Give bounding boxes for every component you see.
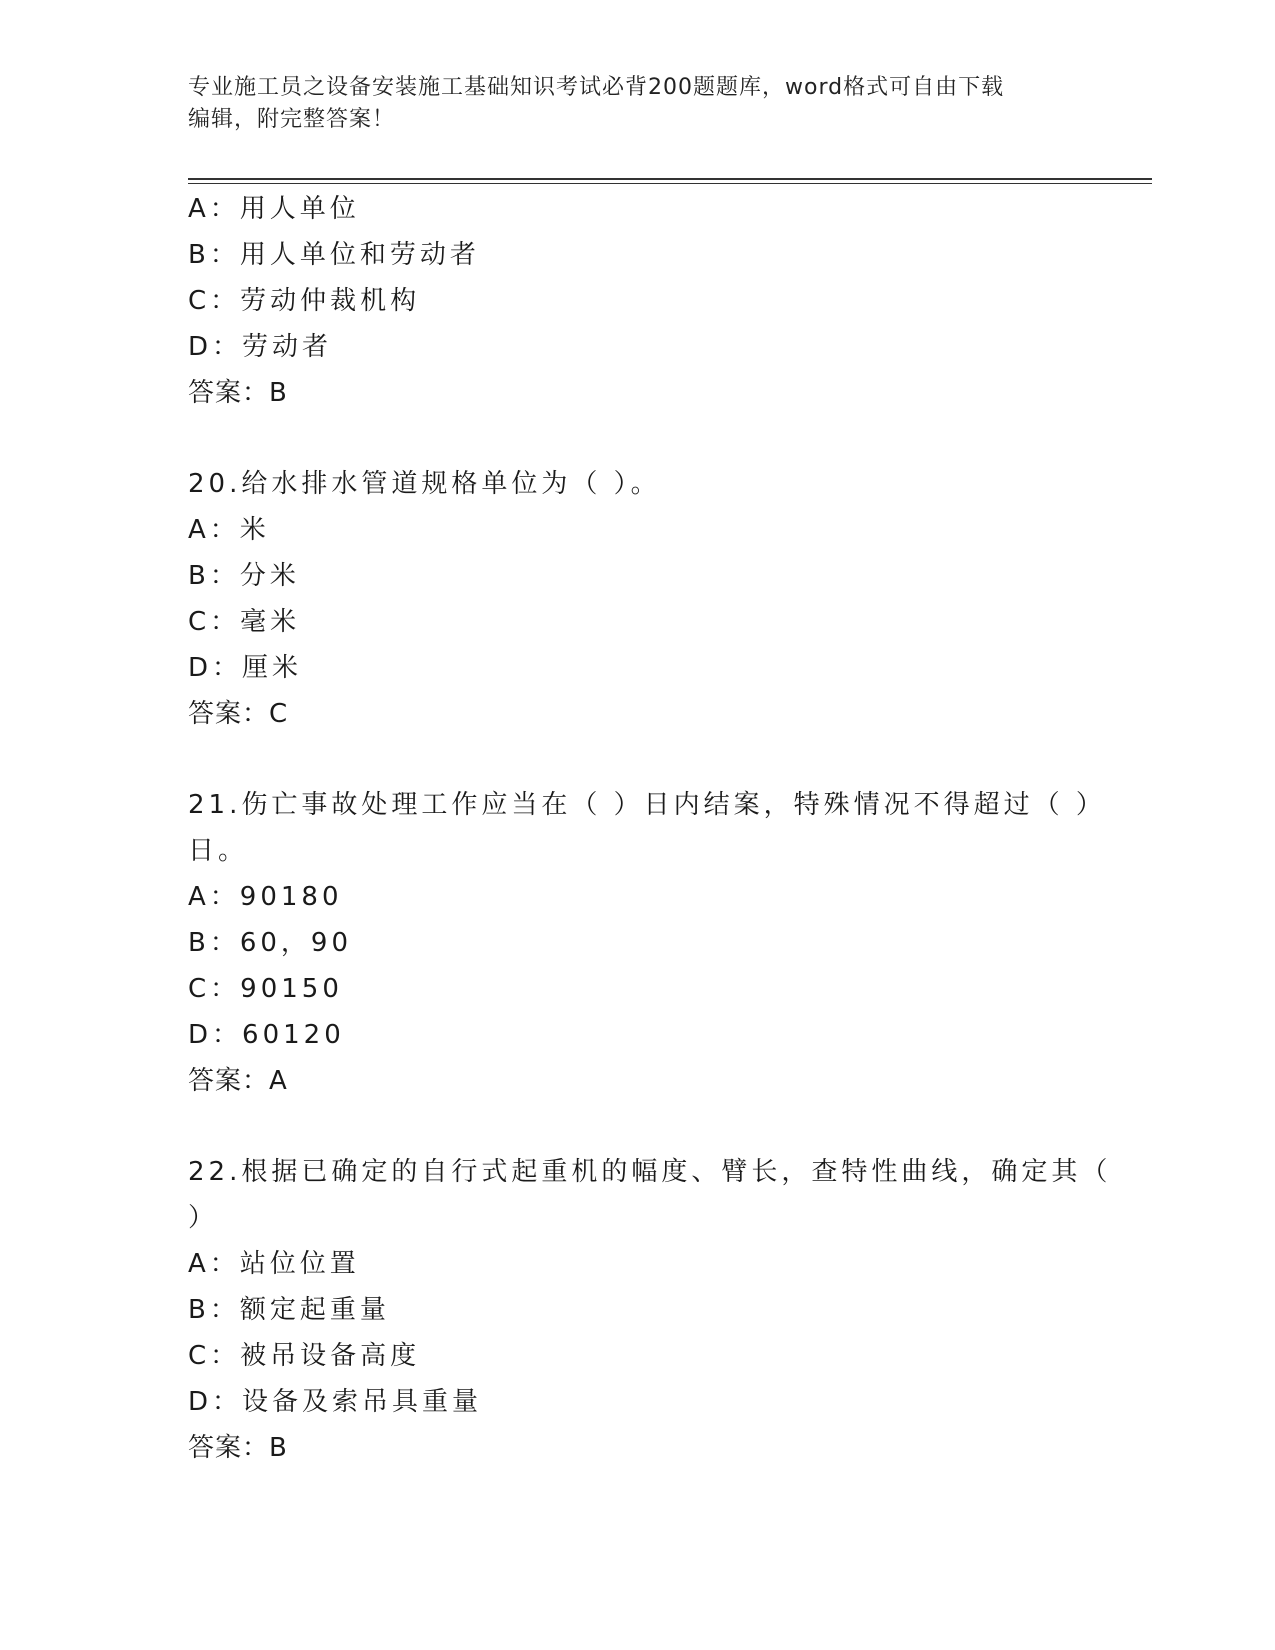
header-divider-thin bbox=[188, 183, 1152, 184]
question-title: 20.给水排水管道规格单位为（ ）。 bbox=[188, 469, 661, 499]
option-d: D：60120 bbox=[188, 1020, 345, 1050]
header-divider-thick bbox=[188, 178, 1152, 180]
option-a: A：站位位置 bbox=[188, 1249, 360, 1279]
answer-text: 答案：A bbox=[188, 1066, 288, 1096]
document-header bbox=[188, 72, 1068, 136]
option-c: C：劳动仲裁机构 bbox=[188, 286, 421, 316]
question-list bbox=[188, 186, 1112, 1471]
answer-text: 答案：B bbox=[188, 1433, 288, 1463]
answer-text: 答案：B bbox=[188, 378, 288, 408]
option-d: D：劳动者 bbox=[188, 332, 333, 362]
option-d: D：设备及索吊具重量 bbox=[188, 1387, 483, 1417]
option-c: C：90150 bbox=[188, 974, 343, 1004]
question-21-block bbox=[188, 782, 1106, 1104]
option-b: B：60，90 bbox=[188, 928, 353, 958]
question-19-block bbox=[188, 186, 1088, 416]
option-a: A：米 bbox=[188, 515, 270, 545]
question-title: 21.伤亡事故处理工作应当在（ ）日内结案，特殊情况不得超过（ ） bbox=[188, 790, 1106, 820]
header-line-1: 专业施工员之设备安装施工基础知识考试必背200题题库，word格式可自由下载 bbox=[188, 75, 1005, 100]
option-d: D：厘米 bbox=[188, 653, 303, 683]
option-b: B：用人单位和劳动者 bbox=[188, 240, 480, 270]
option-a: A：90180 bbox=[188, 882, 343, 912]
question-title-continued: ） bbox=[188, 1203, 219, 1233]
option-c: C：毫米 bbox=[188, 607, 301, 637]
option-a: A：用人单位 bbox=[188, 194, 360, 224]
option-c: C：被吊设备高度 bbox=[188, 1341, 421, 1371]
question-title-continued: 日。 bbox=[188, 836, 249, 866]
question-20-block bbox=[188, 461, 1088, 737]
option-b: B：分米 bbox=[188, 561, 300, 591]
option-b: B：额定起重量 bbox=[188, 1295, 390, 1325]
header-line-2: 编辑，附完整答案！ bbox=[188, 107, 396, 132]
answer-text: 答案：C bbox=[188, 699, 289, 729]
question-22-block bbox=[188, 1149, 1112, 1471]
question-title: 22.根据已确定的自行式起重机的幅度、臂长，查特性曲线，确定其（ bbox=[188, 1157, 1112, 1187]
